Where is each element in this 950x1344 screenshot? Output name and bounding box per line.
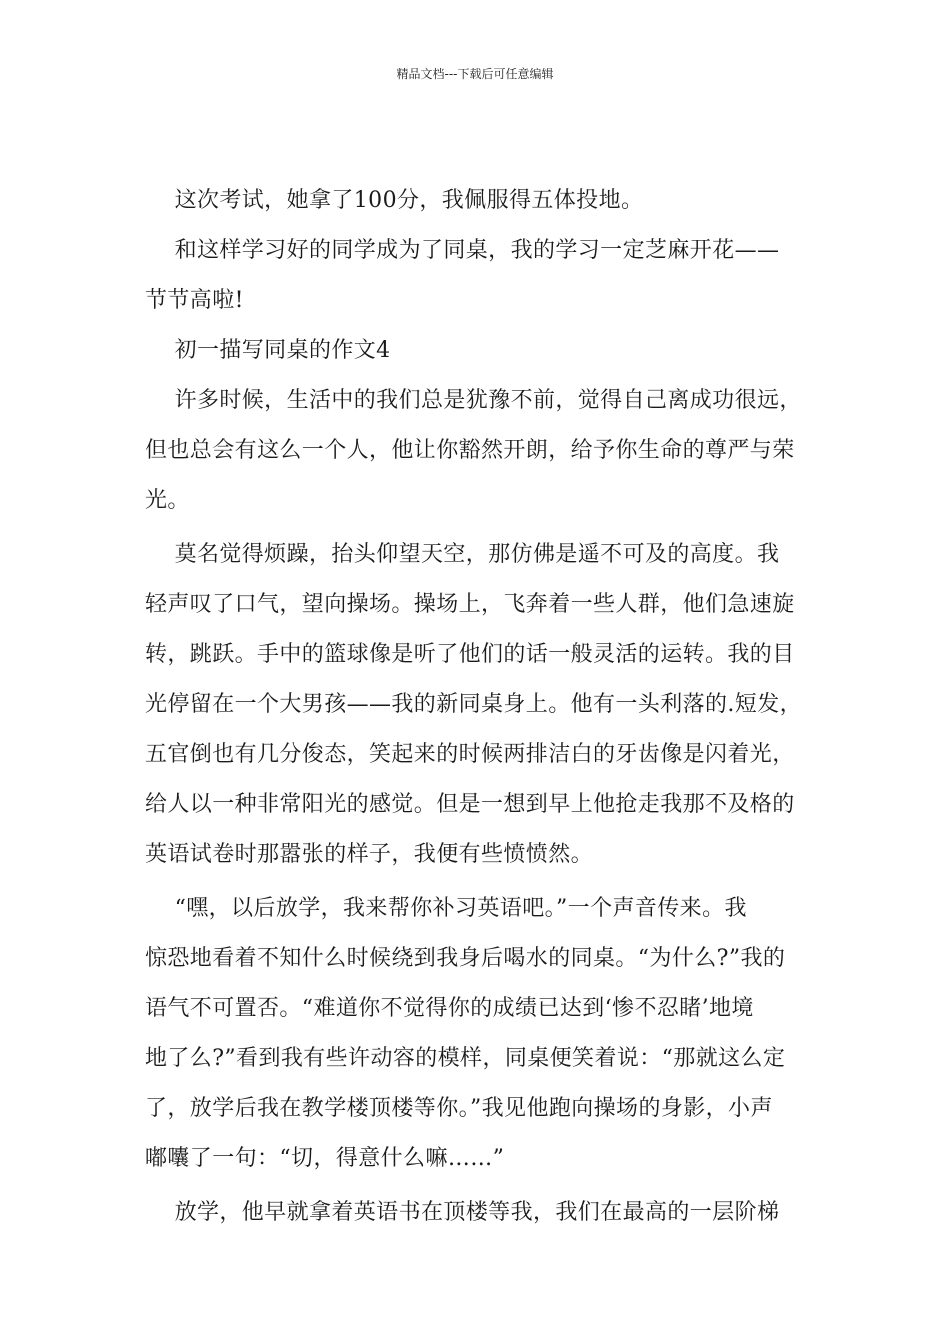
paragraph-line: 嘟囔了一句：“切，得意什么嘛……”: [145, 1146, 505, 1171]
paragraph-line: 光。: [145, 488, 190, 513]
paragraph-line: 放学，他早就拿着英语书在顶楼等我，我们在最高的一层阶梯: [145, 1200, 780, 1225]
paragraph-line: “嘿，以后放学，我来帮你补习英语吧。”一个声音传来。我: [145, 896, 747, 921]
paragraph-line: 光停留在一个大男孩——我的新同桌身上。他有一头利落的.短发，: [145, 692, 802, 717]
paragraph-line: 许多时候，生活中的我们总是犹豫不前，觉得自己离成功很远，: [145, 388, 802, 413]
paragraph-line: 但也总会有这么一个人，他让你豁然开朗，给予你生命的尊严与荣: [145, 438, 795, 463]
paragraph-line: 节节高啦!: [145, 288, 244, 313]
paragraph-line: 地了么?”看到我有些许动容的模样，同桌便笑着说：“那就这么定: [145, 1046, 786, 1071]
paragraph-line: 这次考试，她拿了100分，我佩服得五体投地。: [145, 188, 644, 213]
page-header: 精品文档---下载后可任意编辑: [396, 67, 554, 81]
paragraph-line: 五官倒也有几分俊态，笑起来的时候两排洁白的牙齿像是闪着光，: [145, 742, 795, 767]
document-body: [145, 184, 825, 1246]
section-title: 初一描写同桌的作文4: [145, 338, 391, 363]
paragraph-line: 和这样学习好的同学成为了同桌，我的学习一定芝麻开花——: [145, 238, 780, 263]
paragraph-line: 莫名觉得烦躁，抬头仰望天空，那仿佛是遥不可及的高度。我: [145, 542, 780, 567]
paragraph-line: 英语试卷时那嚣张的样子，我便有些愤愤然。: [145, 842, 594, 867]
paragraph-line: 转，跳跃。手中的篮球像是听了他们的话一般灵活的运转。我的目: [145, 642, 795, 667]
paragraph-line: 了，放学后我在教学楼顶楼等你。”我见他跑向操场的身影，小声: [145, 1096, 773, 1121]
paragraph-line: 语气不可置否。“难道你不觉得你的成绩已达到‘惨不忍睹’地境: [145, 996, 754, 1021]
paragraph-line: 给人以一种非常阳光的感觉。但是一想到早上他抢走我那不及格的: [145, 792, 795, 817]
paragraph-line: 轻声叹了口气，望向操场。操场上，飞奔着一些人群，他们急速旋: [145, 592, 795, 617]
paragraph-line: 惊恐地看着不知什么时候绕到我身后喝水的同桌。“为什么?”我的: [145, 946, 786, 971]
